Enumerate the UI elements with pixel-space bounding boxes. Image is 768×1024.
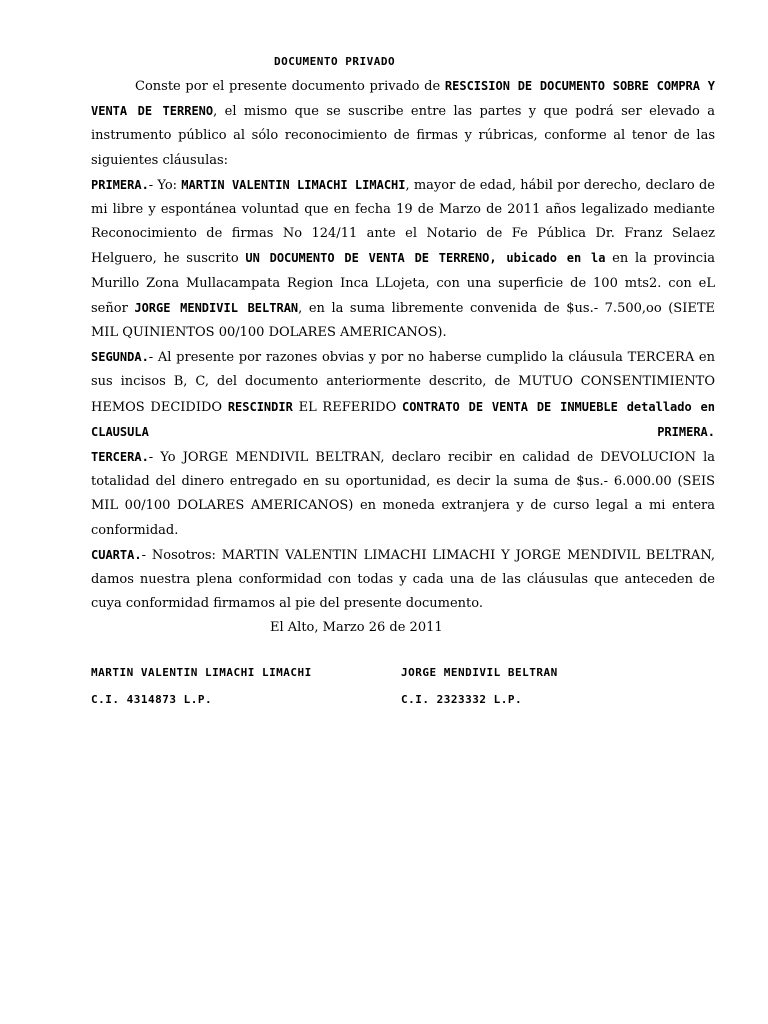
clause-primera-label: PRIMERA. — [91, 177, 149, 192]
clause-primera-text-4: , en la suma libremente convenida de $us.- 7.500,oo (SIETE MIL QUINIENTOS 00/100 DOLARES AMERICANOS). — [91, 300, 715, 341]
document-title: DOCUMENTO PRIVADO — [274, 55, 396, 68]
intro-text-1: Conste por el presente documento privado de — [135, 79, 445, 94]
clause-cuarta-label: CUARTA. — [91, 547, 142, 562]
clause-tercera-text-1: - Yo JORGE MENDIVIL BELTRAN, declaro recibir en calidad de DEVOLUCION la totalidad del dinero entregado en su oportunidad, es decir la suma de $us.- 6.000.00 (SEIS MIL 00/100 DOLARES AMERICANOS) en moneda extranjera y de curso legal a mi entera conformidad. — [91, 450, 715, 538]
signature-ci-row — [91, 686, 715, 713]
clause-segunda-bold-1: RESCINDIR — [227, 399, 293, 414]
document-page — [91, 50, 715, 713]
intro-bold-subject: RESCISION DE DOCUMENTO SOBRE COMPRA Y VENTA DE TERRENO — [91, 79, 716, 119]
clause-segunda-label: SEGUNDA. — [91, 350, 149, 365]
clause-primera — [91, 173, 715, 345]
clause-segunda-text-1: - Al presente por razones obvias y por no haberse cumplido la cláusula TERCERA en sus incisos B, C, del documento anteriormente descrito, de MUTUO CONSENTIMIENTO HEMOS DECIDIDO — [91, 350, 715, 415]
clause-primera-bold-3: JORGE MENDIVIL BELTRAN — [134, 300, 299, 315]
clause-primera-bold-2: UN DOCUMENTO DE VENTA DE TERRENO, ubicado en la — [245, 251, 606, 266]
signer-left-name: MARTIN VALENTIN LIMACHI LIMACHI — [91, 665, 312, 679]
clause-segunda — [91, 345, 715, 445]
intro-text-2: , el mismo que se suscribe entre las partes y que podrá ser elevado a instrumento público al sólo reconocimiento de firmas y rúbricas, conforme al tenor de las siguientes cláusulas: — [91, 104, 716, 168]
clause-segunda-text-2: EL REFERIDO — [292, 399, 402, 415]
signer-right-ci: C.I. 2323332 L.P. — [401, 692, 523, 706]
clause-tercera — [91, 445, 715, 543]
intro-paragraph — [91, 74, 715, 173]
signer-right-name: JORGE MENDIVIL BELTRAN — [401, 665, 558, 679]
clause-segunda-bold-2: CONTRATO DE VENTA DE INMUEBLE detallado en CLAUSULA PRIMERA. — [91, 399, 716, 439]
clause-primera-text-1: - Yo: — [148, 177, 182, 193]
clause-primera-text-2: , mayor de edad, hábil por derecho, declaro de mi libre y espontánea voluntad que en fecha 19 de Marzo de 2011 años legalizado mediante Reconocimiento de firmas No 124/11 ante el Notario de Fe Pública Dr. Franz Selaez Helguero, he suscrito — [91, 177, 715, 267]
document-date: El Alto, Marzo 26 de 2011 — [270, 620, 443, 636]
clause-tercera-label: TERCERA. — [91, 450, 149, 465]
signer-left-ci: C.I. 4314873 L.P. — [91, 692, 213, 706]
signature-block — [91, 659, 715, 713]
clause-primera-text-3: en la provincia Murillo Zona Mullacampata Region Inca LLojeta, con una superficie de 100 mts2. con eL señor — [91, 251, 715, 316]
clause-cuarta-text-1: - Nosotros: MARTIN VALENTIN LIMACHI LIMACHI Y JORGE MENDIVIL BELTRAN, damos nuestra plena conformidad con todas y cada una de las cláusulas que anteceden de cuya conformidad firmamos al pie del presente documento. — [91, 547, 715, 612]
clause-primera-bold-1: MARTIN VALENTIN LIMACHI LIMACHI — [181, 177, 406, 192]
signature-names-row — [91, 659, 715, 686]
clause-cuarta — [91, 543, 715, 617]
